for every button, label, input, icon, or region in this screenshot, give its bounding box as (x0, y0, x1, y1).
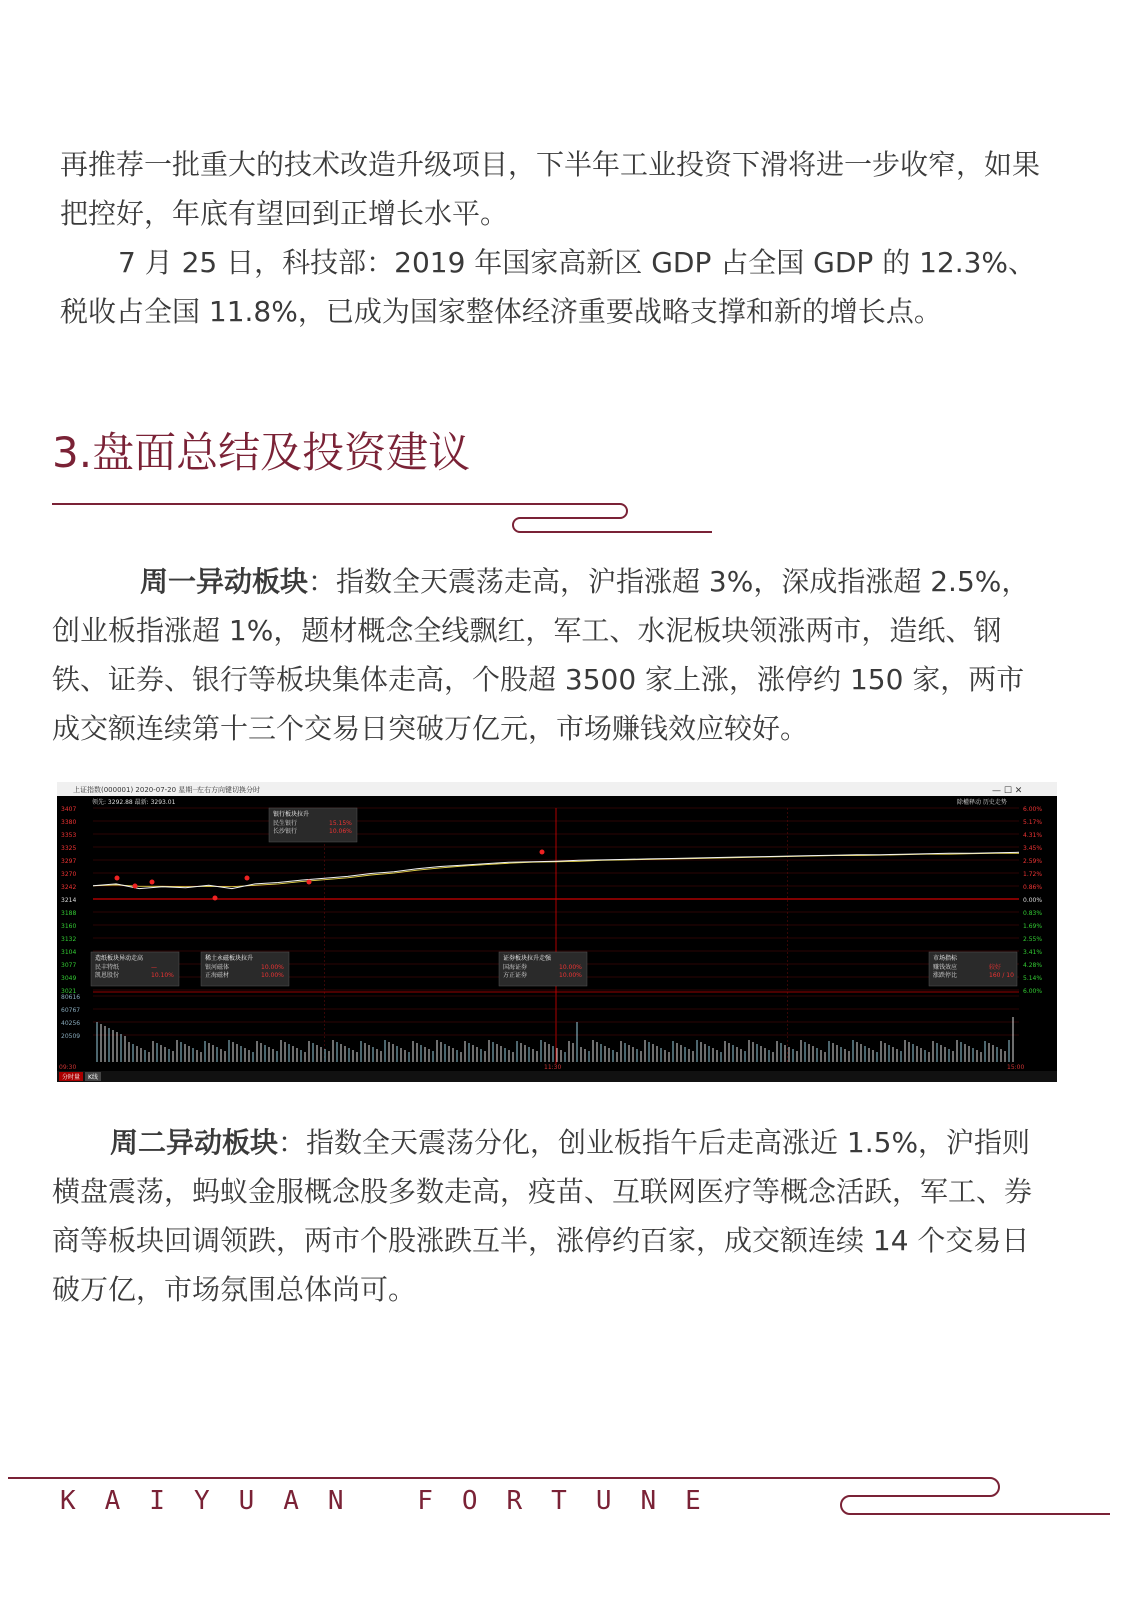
y-tick-left: 3242 (61, 884, 77, 891)
window-controls-icon: — ☐ ✕ (992, 786, 1023, 796)
y-tick-right: 0.86% (1023, 884, 1043, 891)
y-tick-right: 3.41% (1023, 949, 1043, 956)
box-market-row-name: 涨跌停比 (933, 972, 958, 979)
event-marker (150, 880, 155, 885)
chart-window-hint: 左右方向键切换分时 (197, 786, 260, 794)
event-marker (307, 880, 312, 885)
chart-window-title: 上证指数(000001) 2020-07-20 星期一 (73, 786, 200, 794)
y-tick-left: 3077 (61, 962, 77, 969)
volume-tick: 80616 (61, 994, 81, 1001)
box-securities-row-name: 国海证券 (503, 964, 528, 971)
tuesday-text: ：指数全天震荡分化，创业板指午后走高涨近 1.5%，沪指则横盘震荡，蚂蚁金服概念股多数走高，疫苗、互联网医疗等概念活跃，军工、券商等板块回调领跌，两市个股涨跌互半，涨停约百家，成交额连续 14 个交易日破万亿，市场氛围总体尚可。 (52, 1126, 1033, 1306)
box-securities-row-value: 10.00% (559, 972, 582, 979)
y-tick-left: 3297 (61, 858, 77, 865)
monday-text: ：指数全天震荡走高，沪指涨超 3%，深成指涨超 2.5%，创业板指涨超 1%，题材概念全线飘红，军工、水泥板块领涨两市，造纸、钢铁、证券、银行等板块集体走高，个股超 3500 家上涨，涨停约 150 家，两市成交额连续第十三个交易日突破万亿元，市场赚钱效应较好。 (52, 565, 1030, 745)
box-paper-row-name: 凯恩股份 (95, 972, 120, 979)
time-label-close: 15:00 (1007, 1064, 1025, 1071)
box-bank-row-name: 长沙银行 (273, 828, 298, 835)
paragraph-hitech-gdp: 7 月 25 日，科技部：2019 年国家高新区 GDP 占全国 GDP 的 12.3%、税收占全国 11.8%，已成为国家整体经济重要战略支撑和新的增长点。 (60, 246, 1037, 328)
y-tick-right: 3.45% (1023, 845, 1043, 852)
y-tick-right: 1.69% (1023, 923, 1043, 930)
box-bank-title: 银行板块拉升 (273, 811, 310, 818)
y-tick-left: 3270 (61, 871, 77, 878)
tab-kline: K线 (88, 1074, 98, 1081)
box-paper-row-value: 10.10% (151, 972, 174, 979)
y-tick-left: 3049 (61, 975, 77, 982)
box-paper-row-value: — (151, 964, 157, 971)
y-tick-left: 3021 (61, 988, 77, 995)
y-tick-left: 3214 (61, 897, 77, 904)
y-tick-right: 6.00% (1023, 988, 1043, 995)
chart-top-right: 除權释动 历史走势 (957, 799, 1007, 806)
volume-tick: 40256 (61, 1020, 81, 1027)
tuesday-label: 周二异动板块 (110, 1126, 279, 1159)
y-tick-left: 3160 (61, 923, 77, 930)
y-tick-right: 6.00% (1023, 806, 1043, 813)
intraday-chart-svg (57, 782, 1057, 1082)
event-marker (213, 896, 218, 901)
volume-tick: 60767 (61, 1007, 81, 1014)
paragraph-tuesday (52, 1118, 1052, 1314)
box-securities-title: 证券板块拉升走强 (503, 955, 552, 962)
box-paper-title: 造纸板块异动走高 (95, 955, 144, 962)
chart-top-info: 领先: 3292.88 最新: 3293.01 (92, 799, 176, 806)
box-rare-earth-row-name: 银河磁体 (205, 964, 230, 971)
tab-fenshi: 分时量 (62, 1074, 81, 1081)
footer-brand: KAIYUAN FORTUNE (60, 1486, 730, 1516)
y-tick-right: 2.59% (1023, 858, 1043, 865)
monday-label: 周一异动板块 (140, 565, 309, 598)
intraday-chart (57, 782, 1057, 1082)
y-tick-left: 3104 (61, 949, 77, 956)
box-rare-earth-title: 稀土永磁板块拉升 (205, 955, 254, 962)
event-marker (540, 850, 545, 855)
y-tick-right: 5.17% (1023, 819, 1043, 826)
volume-tick: 20509 (61, 1033, 81, 1040)
box-bank-row-value: 15.15% (329, 820, 352, 827)
box-rare-earth-row-value: 10.00% (261, 964, 284, 971)
y-tick-left: 3325 (61, 845, 77, 852)
box-bank-row-name: 民生银行 (273, 820, 298, 827)
y-tick-left: 3407 (61, 806, 77, 813)
y-tick-right: 1.72% (1023, 871, 1043, 878)
time-label-noon: 11:30 (544, 1064, 562, 1071)
box-bank-row-value: 10.06% (329, 828, 352, 835)
box-market-title: 市场指标 (933, 955, 958, 962)
box-market-row-value: 160 / 10 (989, 972, 1014, 979)
y-tick-right: 5.14% (1023, 975, 1043, 982)
time-label-open: 09:30 (59, 1064, 77, 1071)
box-rare-earth-row-value: 10.00% (261, 972, 284, 979)
event-marker (115, 876, 120, 881)
y-tick-right: 4.31% (1023, 832, 1043, 839)
y-tick-left: 3380 (61, 819, 77, 826)
box-rare-earth-row-name: 正海磁材 (205, 972, 230, 979)
event-marker (245, 876, 250, 881)
box-market-row-name: 赚钱效应 (933, 964, 958, 971)
box-market-row-value: 较好 (989, 964, 1002, 971)
y-tick-left: 3353 (61, 832, 77, 839)
event-marker (133, 884, 138, 889)
y-tick-left: 3188 (61, 910, 77, 917)
box-paper-row-name: 民丰特纸 (95, 964, 120, 971)
y-tick-right: 0.83% (1023, 910, 1043, 917)
section-title: 3.盘面总结及投资建议 (52, 428, 471, 477)
y-tick-right: 2.55% (1023, 936, 1043, 943)
y-tick-right: 0.00% (1023, 897, 1043, 904)
y-tick-left: 3132 (61, 936, 77, 943)
chart-bottom-bar (57, 1071, 1057, 1082)
y-tick-right: 4.28% (1023, 962, 1043, 969)
paragraph-investment: 再推荐一批重大的技术改造升级项目，下半年工业投资下滑将进一步收窄，如果把控好，年底有望回到正增长水平。 (60, 148, 1041, 230)
box-securities-row-name: 方正证券 (503, 972, 528, 979)
paragraph-monday (52, 557, 1052, 753)
box-securities-row-value: 10.00% (559, 964, 582, 971)
